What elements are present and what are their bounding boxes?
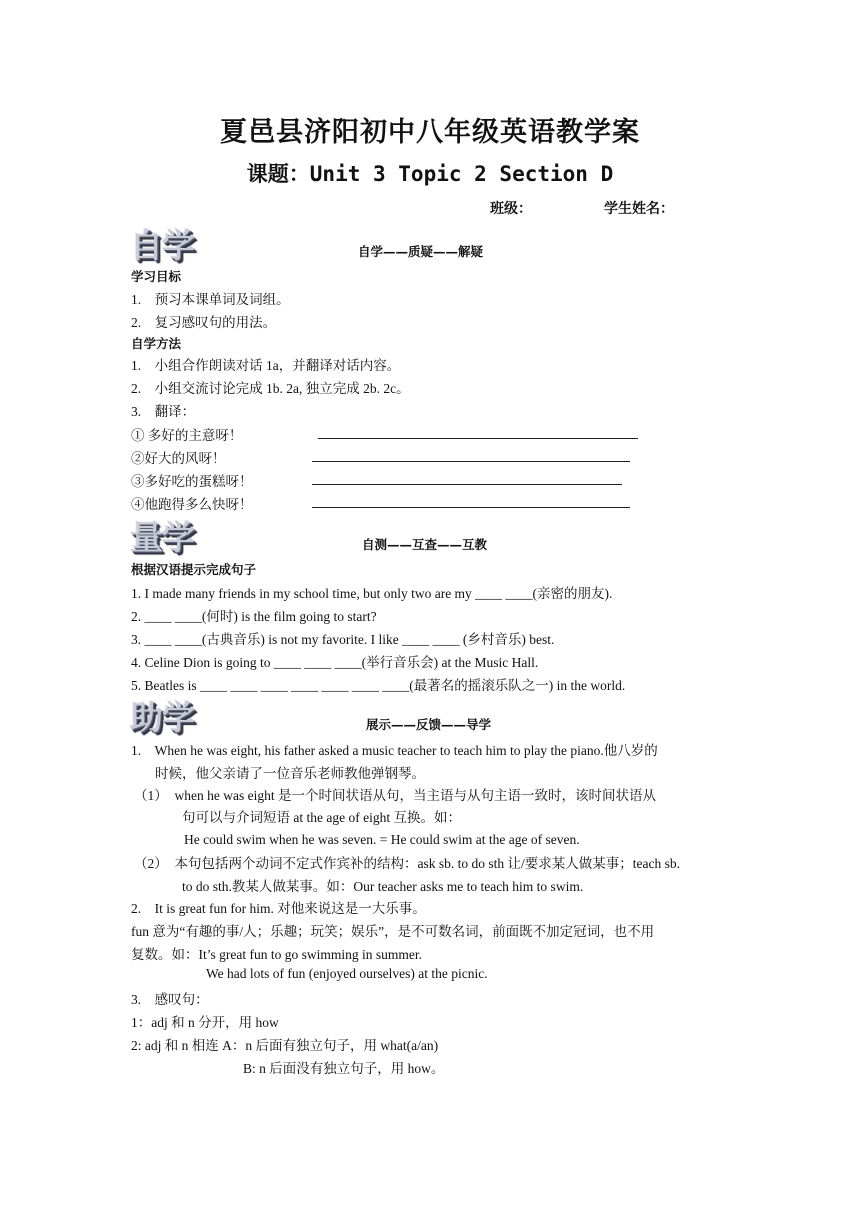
- page-title: 夏邑县济阳初中八年级英语教学案: [220, 117, 640, 147]
- exercise-item: 2. ____ ____(何时) is the film going to start?: [131, 609, 377, 624]
- lesson-subtitle: 课题：Unit 3 Topic 2 Section D: [246, 162, 614, 186]
- help-line: 1. When he was eight, his father asked a music teacher to teach him to play the piano.他八岁的: [131, 743, 658, 758]
- help-line: 1：adj 和 n 分开，用 how: [131, 1015, 279, 1030]
- help-line: B: n 后面没有独立句子，用 how。: [243, 1061, 445, 1076]
- translation-prompt: ① 多好的主意呀！: [131, 428, 243, 443]
- help-line: We had lots of fun (enjoyed ourselves) at the picnic.: [206, 966, 488, 981]
- goals-label: 学习目标: [131, 269, 182, 284]
- methods-label: 自学方法: [131, 336, 182, 351]
- help-heading: 展示——反馈——导学: [366, 717, 492, 732]
- method-item: 2. 小组交流讨论完成 1b. 2a, 独立完成 2b. 2c。: [131, 381, 410, 396]
- method-item: 3. 翻译：: [131, 404, 196, 419]
- help-line: fun 意为“有趣的事/人；乐趣；玩笑；娱乐”，是不可数名词，前面既不加定冠词，也不用: [131, 924, 655, 939]
- self-study-heading: 自学——质疑——解疑: [358, 244, 484, 259]
- measure-banner: 量学: [130, 518, 194, 557]
- help-line: （2） 本句包括两个动词不定式作宾补的结构：ask sb. to do sth 让/要求某人做某事；teach sb.: [134, 856, 680, 871]
- answer-line[interactable]: [312, 461, 630, 462]
- help-line: He could swim when he was seven. = He could swim at the age of seven.: [184, 832, 580, 847]
- exercise-item: 5. Beatles is ____ ____ ____ ____ ____ ____ ____(最著名的摇滚乐队之一) in the world.: [131, 678, 626, 693]
- help-line: 3. 感叹句：: [131, 992, 209, 1007]
- exercise-label: 根据汉语提示完成句子: [131, 562, 257, 577]
- help-line: 2. It is great fun for him. 对他来说这是一大乐事。: [131, 901, 426, 916]
- answer-line[interactable]: [312, 507, 630, 508]
- answer-line[interactable]: [318, 438, 638, 439]
- goal-item: 1. 预习本课单词及词组。: [131, 292, 290, 307]
- class-label: 班级：: [490, 201, 532, 217]
- measure-heading: 自测——互查——互教: [362, 537, 488, 552]
- exercise-item: 4. Celine Dion is going to ____ ____ ____(举行音乐会) at the Music Hall.: [131, 655, 539, 670]
- answer-line[interactable]: [312, 484, 622, 485]
- help-line: to do sth.教某人做某事。如：Our teacher asks me to teach him to swim.: [182, 879, 584, 894]
- help-banner: 助学: [130, 698, 194, 737]
- goal-item: 2. 复习感叹句的用法。: [131, 315, 277, 330]
- translation-prompt: ③多好吃的蛋糕呀！: [131, 474, 253, 489]
- help-line: 2: adj 和 n 相连 A：n 后面有独立句子，用 what(a/an): [131, 1038, 439, 1053]
- help-line: 复数。如：It’s great fun to go swimming in summer.: [131, 947, 422, 962]
- translation-prompt: ④他跑得多么快呀！: [131, 497, 253, 512]
- self-study-banner: 自学: [130, 226, 194, 265]
- method-item: 1. 小组合作朗读对话 1a，并翻译对话内容。: [131, 358, 401, 373]
- help-line: （1） when he was eight 是一个时间状语从句，当主语与从句主语一致时，该时间状语从: [134, 788, 656, 803]
- help-line: 时候，他父亲请了一位音乐老师教他弹钢琴。: [155, 766, 425, 781]
- exercise-item: 1. I made many friends in my school time, but only two are my ____ ____(亲密的朋友).: [131, 586, 613, 601]
- student-name-label: 学生姓名：: [604, 201, 674, 217]
- translation-prompt: ②好大的风呀！: [131, 451, 226, 466]
- help-line: 句可以与介词短语 at the age of eight 互换。如：: [182, 810, 461, 825]
- exercise-item: 3. ____ ____(古典音乐) is not my favorite. I like ____ ____ (乡村音乐) best.: [131, 632, 555, 647]
